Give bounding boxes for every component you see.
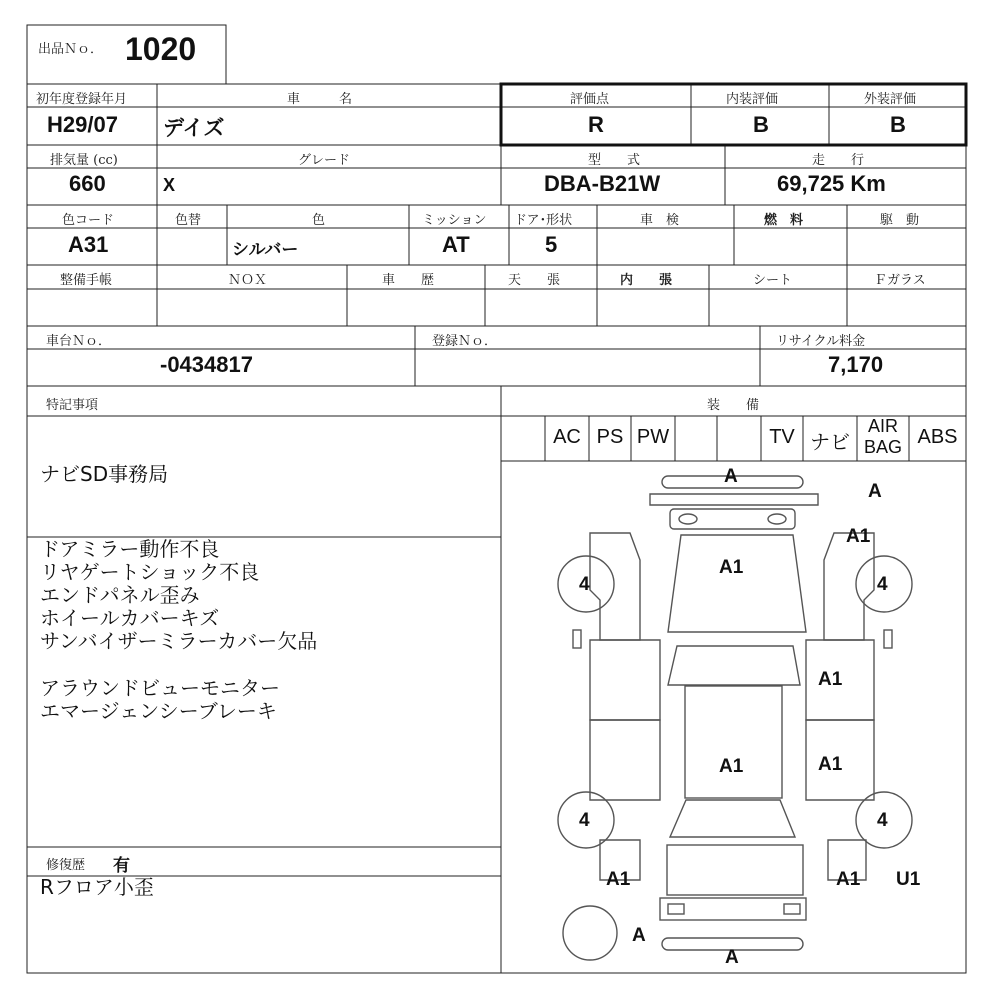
model-label: 型 式 — [588, 153, 641, 168]
lot-number-label: 出品Ｎｏ． — [38, 42, 104, 57]
interior-value: B — [753, 112, 769, 137]
fuel-label: 燃 料 — [764, 213, 804, 228]
tire-front-right: 4 — [877, 574, 888, 595]
interior-trim-label: 内 張 — [620, 273, 673, 288]
first-reg-label: 初年度登録年月 — [36, 92, 128, 107]
history-label: 車 歴 — [382, 273, 435, 288]
displacement-value: 660 — [69, 171, 106, 196]
tire-rear-left: 4 — [579, 810, 590, 831]
remark-line: リヤゲートショック不良 — [40, 560, 260, 584]
remark-line: ホイールカバーキズ — [40, 606, 220, 630]
exterior-label: 外装評価 — [864, 92, 917, 107]
exterior-value: B — [890, 112, 906, 137]
recycle-label: リサイクル料金 — [776, 334, 866, 349]
remark-line: エマージェンシーブレーキ — [40, 699, 277, 723]
grade-score-value: R — [588, 112, 604, 137]
repair-label: 修復歴 — [46, 858, 86, 873]
remarks-top-note: ナビSD事務局 — [40, 462, 169, 486]
interior-label: 内装評価 — [726, 92, 779, 107]
mark-roof: A1 — [719, 756, 744, 777]
model-value: DBA-B21W — [544, 171, 661, 196]
remarks-label: 特記事項 — [46, 398, 99, 413]
chassis-label: 車台Ｎｏ． — [46, 334, 112, 349]
color-value: シルバー — [232, 240, 299, 260]
remark-line: アラウンドビューモニター — [40, 676, 280, 700]
equipment-item: PW — [636, 426, 670, 448]
grade-score-label: 評価点 — [570, 92, 610, 107]
first-reg-value: H29/07 — [47, 112, 118, 137]
mileage-value: 69,725 Km — [777, 171, 886, 196]
seat-label: シート — [753, 273, 793, 288]
registration-label: 登録Ｎｏ． — [432, 334, 498, 349]
door-shape-label: ドア･形状 — [514, 213, 573, 228]
tire-front-left: 4 — [579, 574, 590, 595]
mark-right-quarter: A1 — [836, 869, 861, 890]
inspection-label: 車 検 — [640, 213, 680, 228]
remark-line: サンバイザーミラーカバー欠品 — [40, 629, 318, 653]
mileage-label: 走 行 — [812, 153, 865, 168]
mark-hood: A1 — [719, 557, 744, 578]
mark-right-front-door: A1 — [818, 669, 843, 690]
equipment-item-airbag: AIR BAG — [863, 416, 902, 457]
mark-front-right-corner: A — [868, 481, 882, 502]
transmission-label: ミッション — [422, 213, 487, 228]
mark-right-rear-door: A1 — [818, 754, 843, 775]
mark-rear-bumper: A — [725, 947, 739, 968]
chassis-value: -0434817 — [160, 352, 253, 377]
lot-number: 1020 — [125, 31, 197, 67]
recycle-value: 7,170 — [828, 352, 884, 377]
drive-label: 駆 動 — [880, 213, 920, 228]
equipment-item: TV — [769, 426, 795, 448]
repair-value: 有 — [113, 856, 130, 876]
ceiling-label: 天 張 — [508, 273, 561, 288]
color-label: 色 — [312, 213, 326, 228]
grade-value: X — [163, 175, 176, 195]
equipment-item: PS — [596, 426, 624, 448]
car-name-label: 車 名 — [287, 92, 353, 107]
equipment-item: ナビ — [810, 432, 850, 454]
mark-left-quarter: A1 — [606, 869, 631, 890]
glass-label: Ｆガラス — [874, 273, 926, 288]
grade-label: グレード — [298, 153, 351, 168]
nox-label: ＮＯＸ — [228, 273, 268, 288]
mark-rear-left-corner: A — [632, 925, 646, 946]
transmission-value: AT — [442, 232, 470, 257]
displacement-label: 排気量 (cc) — [50, 153, 118, 168]
equipment-item: ABS — [917, 426, 958, 448]
remark-line: ドアミラー動作不良 — [40, 537, 220, 561]
color-change-label: 色替 — [175, 213, 202, 228]
mark-rear-right: U1 — [896, 869, 921, 890]
color-code-value: A31 — [68, 232, 109, 257]
service-book-label: 整備手帳 — [60, 273, 113, 288]
repair-note: Rフロア小歪 — [40, 875, 154, 899]
color-code-label: 色コード — [62, 213, 115, 228]
equipment-label: 装 備 — [707, 398, 760, 413]
door-shape-value: 5 — [545, 232, 558, 257]
tire-rear-right: 4 — [877, 810, 888, 831]
mark-right-fender: A1 — [846, 526, 871, 547]
remark-line: エンドパネル歪み — [40, 583, 200, 607]
mark-front-bumper: A — [724, 466, 738, 487]
car-name-value: デイズ — [163, 116, 225, 140]
equipment-item: AC — [553, 426, 581, 448]
